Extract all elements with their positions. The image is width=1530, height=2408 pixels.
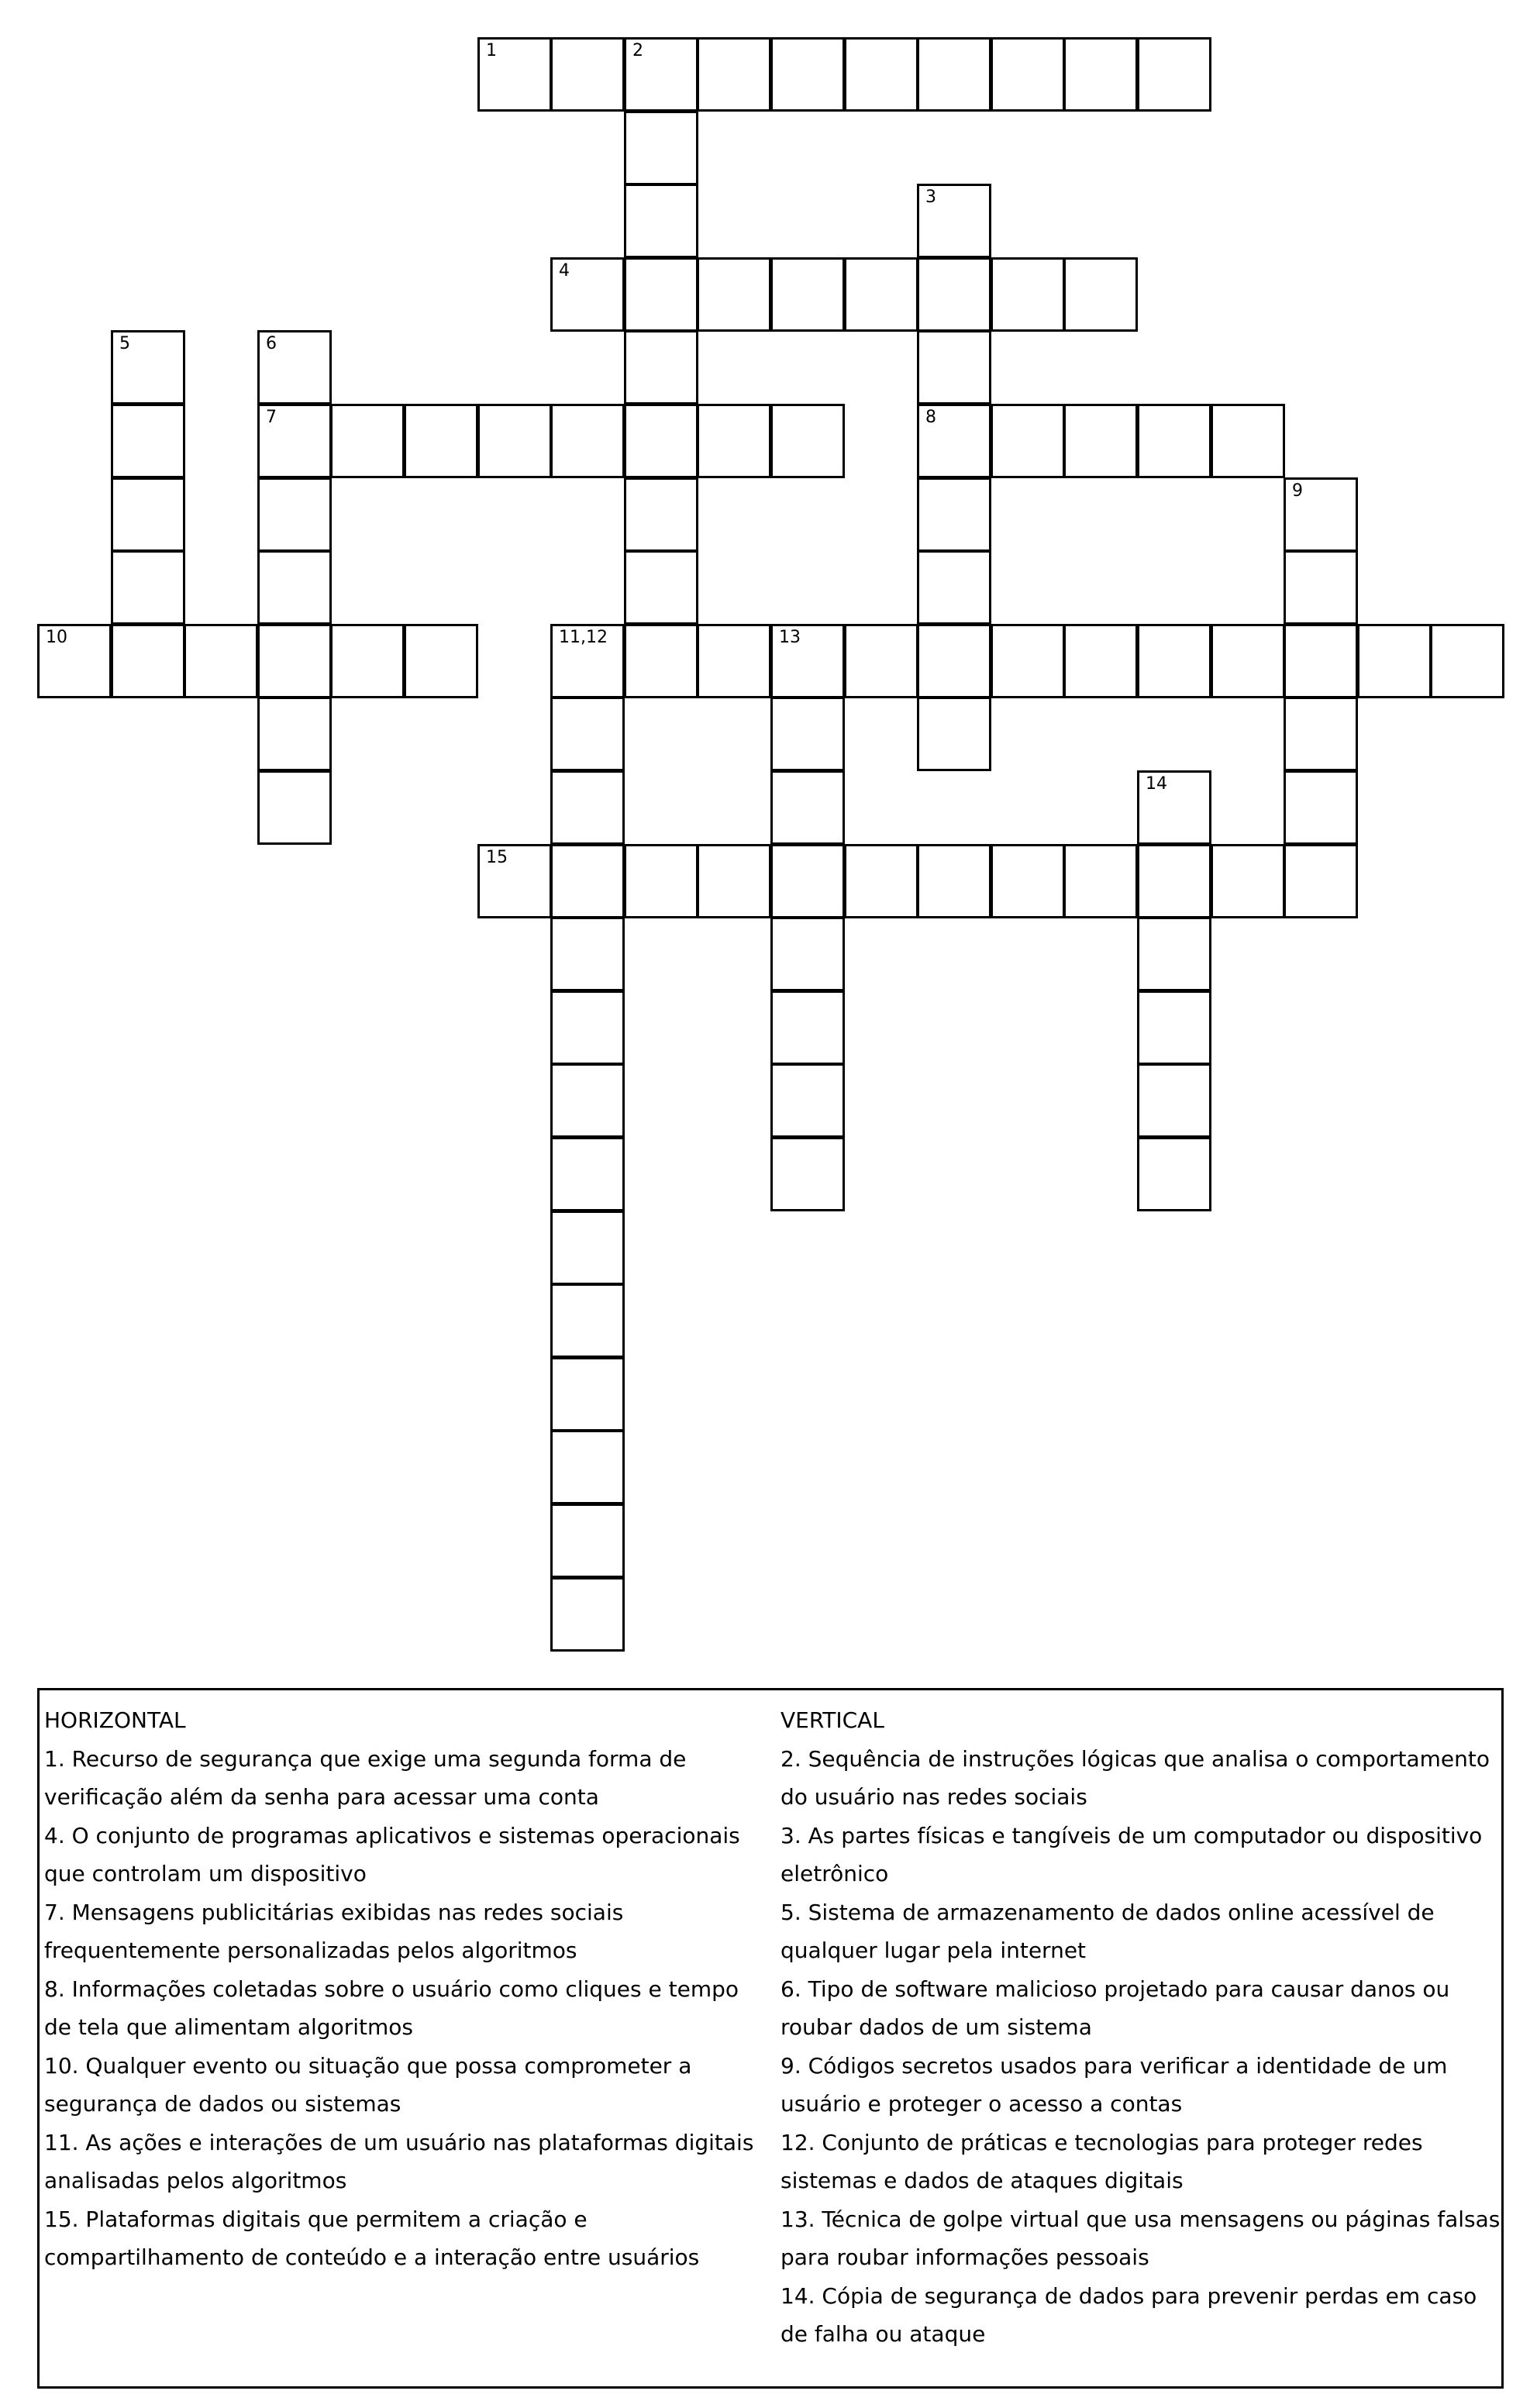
grid-cell[interactable] [257, 770, 332, 845]
grid-cell[interactable] [257, 330, 332, 405]
grid-cell[interactable] [550, 1577, 625, 1652]
grid-cell[interactable] [477, 37, 552, 112]
grid-cell[interactable] [550, 697, 625, 771]
grid-cell[interactable] [624, 844, 698, 918]
clue-h-15: 15. Plataformas digitais que permitem a criação e compartilhamento de conteúdo e a interação entre usuários [44, 2206, 700, 2270]
clues-panel [37, 1688, 1504, 2389]
grid-cell[interactable] [1284, 844, 1358, 918]
grid-cell[interactable] [697, 624, 771, 698]
horizontal-heading: HORIZONTAL [44, 1707, 186, 1733]
grid-cell[interactable] [550, 844, 625, 918]
grid-cell[interactable] [770, 404, 845, 478]
grid-cell[interactable] [770, 1063, 845, 1138]
grid-cell[interactable] [991, 257, 1065, 332]
grid-cell[interactable] [550, 917, 625, 991]
clue-number: 1 [486, 41, 497, 60]
grid-cell[interactable] [917, 184, 991, 258]
grid-cell[interactable] [1284, 624, 1358, 698]
clue-number: 5 [119, 334, 130, 353]
grid-cell[interactable] [917, 477, 991, 552]
grid-cell[interactable] [1137, 1063, 1211, 1138]
clue-number: 3 [925, 188, 936, 207]
grid-cell[interactable] [770, 257, 845, 332]
grid-cell[interactable] [257, 404, 332, 478]
grid-cell[interactable] [1063, 624, 1138, 698]
grid-cell[interactable] [624, 111, 698, 185]
grid-cell[interactable] [991, 404, 1065, 478]
grid-cell[interactable] [1137, 844, 1211, 918]
grid-cell[interactable] [1137, 1137, 1211, 1211]
grid-cell[interactable] [624, 550, 698, 625]
grid-cell[interactable] [550, 1357, 625, 1431]
clue-h-10: 10. Qualquer evento ou situação que possa comprometer a segurança de dados ou sistemas [44, 2052, 692, 2117]
grid-cell[interactable] [404, 624, 478, 698]
grid-cell[interactable] [1137, 917, 1211, 991]
grid-cell[interactable] [991, 37, 1065, 112]
grid-cell[interactable] [844, 624, 918, 698]
grid-cell[interactable] [1211, 404, 1285, 478]
grid-cell[interactable] [917, 37, 991, 112]
clue-number: 9 [1292, 481, 1303, 501]
grid-cell[interactable] [697, 844, 771, 918]
grid-cell[interactable] [1284, 550, 1358, 625]
grid-cell[interactable] [1284, 770, 1358, 845]
grid-cell[interactable] [550, 257, 625, 332]
grid-cell[interactable] [1137, 770, 1211, 845]
grid-cell[interactable] [184, 624, 258, 698]
vertical-clues [781, 1701, 1501, 2354]
grid-cell[interactable] [917, 844, 991, 918]
clue-v-6: 6. Tipo de software malicioso projetado para causar danos ou roubar dados de um sistema [781, 1976, 1450, 2040]
grid-cell[interactable] [550, 37, 625, 112]
grid-cell[interactable] [844, 37, 918, 112]
grid-cell[interactable] [404, 404, 478, 478]
grid-cell[interactable] [111, 624, 185, 698]
grid-cell[interactable] [624, 184, 698, 258]
grid-cell[interactable] [477, 404, 552, 478]
grid-cell[interactable] [917, 257, 991, 332]
grid-cell[interactable] [550, 770, 625, 845]
grid-cell[interactable] [1063, 257, 1138, 332]
vertical-heading: VERTICAL [781, 1707, 884, 1733]
grid-cell[interactable] [770, 770, 845, 845]
grid-cell[interactable] [550, 404, 625, 478]
grid-cell[interactable] [697, 37, 771, 112]
grid-cell[interactable] [697, 404, 771, 478]
grid-cell[interactable] [1284, 697, 1358, 771]
grid-cell[interactable] [1211, 624, 1285, 698]
grid-cell[interactable] [257, 477, 332, 552]
grid-cell[interactable] [1137, 624, 1211, 698]
grid-cell[interactable] [1430, 624, 1504, 698]
grid-cell[interactable] [624, 37, 698, 112]
grid-cell[interactable] [770, 624, 845, 698]
clue-v-2: 2. Sequência de instruções lógicas que analisa o comportamento do usuário nas redes sociais [781, 1745, 1490, 1810]
grid-cell[interactable] [770, 990, 845, 1065]
grid-cell[interactable] [917, 697, 991, 771]
grid-cell[interactable] [550, 624, 625, 698]
grid-cell[interactable] [624, 330, 698, 405]
grid-cell[interactable] [1137, 990, 1211, 1065]
clue-number: 14 [1146, 774, 1167, 794]
grid-cell[interactable] [550, 1063, 625, 1138]
grid-cell[interactable] [37, 624, 112, 698]
grid-cell[interactable] [770, 844, 845, 918]
clue-number: 7 [266, 408, 277, 427]
grid-cell[interactable] [1063, 844, 1138, 918]
clue-number: 13 [779, 628, 801, 647]
grid-cell[interactable] [550, 1430, 625, 1504]
grid-cell[interactable] [1137, 37, 1211, 112]
horizontal-clues [44, 1701, 765, 2277]
clue-number: 6 [266, 334, 277, 353]
grid-cell[interactable] [770, 1137, 845, 1211]
clue-v-9: 9. Códigos secretos usados para verificar a identidade de um usuário e proteger o acesso a contas [781, 2052, 1448, 2117]
clue-number: 8 [925, 408, 936, 427]
grid-cell[interactable] [1063, 37, 1138, 112]
grid-cell[interactable] [1211, 844, 1285, 918]
clue-h-11: 11. As ações e interações de um usuário nas plataformas digitais analisadas pelos algoritmos [44, 2129, 754, 2193]
clue-v-12: 12. Conjunto de práticas e tecnologias para proteger redes sistemas e dados de ataques digitais [781, 2129, 1423, 2193]
grid-cell[interactable] [844, 844, 918, 918]
grid-cell[interactable] [550, 1137, 625, 1211]
grid-cell[interactable] [770, 917, 845, 991]
grid-cell[interactable] [111, 477, 185, 552]
grid-cell[interactable] [844, 257, 918, 332]
grid-cell[interactable] [330, 404, 405, 478]
grid-cell[interactable] [991, 844, 1065, 918]
grid-cell[interactable] [917, 624, 991, 698]
grid-cell[interactable] [1357, 624, 1432, 698]
grid-cell[interactable] [917, 330, 991, 405]
grid-cell[interactable] [770, 37, 845, 112]
clue-h-8: 8. Informações coletadas sobre o usuário como cliques e tempo de tela que alimentam algoritmos [44, 1976, 739, 2040]
grid-cell[interactable] [550, 1211, 625, 1285]
grid-cell[interactable] [624, 624, 698, 698]
grid-cell[interactable] [550, 990, 625, 1065]
grid-cell[interactable] [624, 477, 698, 552]
grid-cell[interactable] [330, 624, 405, 698]
grid-cell[interactable] [550, 1504, 625, 1578]
grid-cell[interactable] [624, 257, 698, 332]
grid-cell[interactable] [917, 550, 991, 625]
clue-number: 15 [486, 848, 508, 867]
clue-h-4: 4. O conjunto de programas aplicativos e sistemas operacionais que controlam um dispositivo [44, 1822, 740, 1886]
grid-cell[interactable] [624, 404, 698, 478]
grid-cell[interactable] [1284, 477, 1358, 552]
grid-cell[interactable] [111, 404, 185, 478]
clue-v-5: 5. Sistema de armazenamento de dados online acessível de qualquer lugar pela internet [781, 1899, 1435, 1963]
clue-v-14: 14. Cópia de segurança de dados para prevenir perdas em caso de falha ou ataque [781, 2282, 1477, 2347]
grid-cell[interactable] [550, 1283, 625, 1358]
grid-cell[interactable] [111, 330, 185, 405]
grid-cell[interactable] [697, 257, 771, 332]
clue-v-13: 13. Técnica de golpe virtual que usa mensagens ou páginas falsas para roubar informações pessoais [781, 2206, 1501, 2270]
clue-number: 4 [559, 261, 570, 281]
clue-v-3: 3. As partes físicas e tangíveis de um computador ou dispositivo eletrônico [781, 1822, 1483, 1886]
grid-cell[interactable] [257, 624, 332, 698]
clue-h-1: 1. Recurso de segurança que exige uma segunda forma de verificação além da senha para acessar uma conta [44, 1745, 687, 1810]
clue-number: 2 [632, 41, 643, 60]
grid-cell[interactable] [257, 550, 332, 625]
grid-cell[interactable] [111, 550, 185, 625]
grid-cell[interactable] [1137, 404, 1211, 478]
clue-number: 11,12 [559, 628, 608, 647]
grid-cell[interactable] [991, 624, 1065, 698]
clue-number: 10 [46, 628, 67, 647]
grid-cell[interactable] [770, 697, 845, 771]
grid-cell[interactable] [1063, 404, 1138, 478]
clue-h-7: 7. Mensagens publicitárias exibidas nas redes sociais frequentemente personalizadas pelos algoritmos [44, 1899, 624, 1963]
grid-cell[interactable] [257, 697, 332, 771]
grid-cell[interactable] [477, 844, 552, 918]
grid-cell[interactable] [917, 404, 991, 478]
